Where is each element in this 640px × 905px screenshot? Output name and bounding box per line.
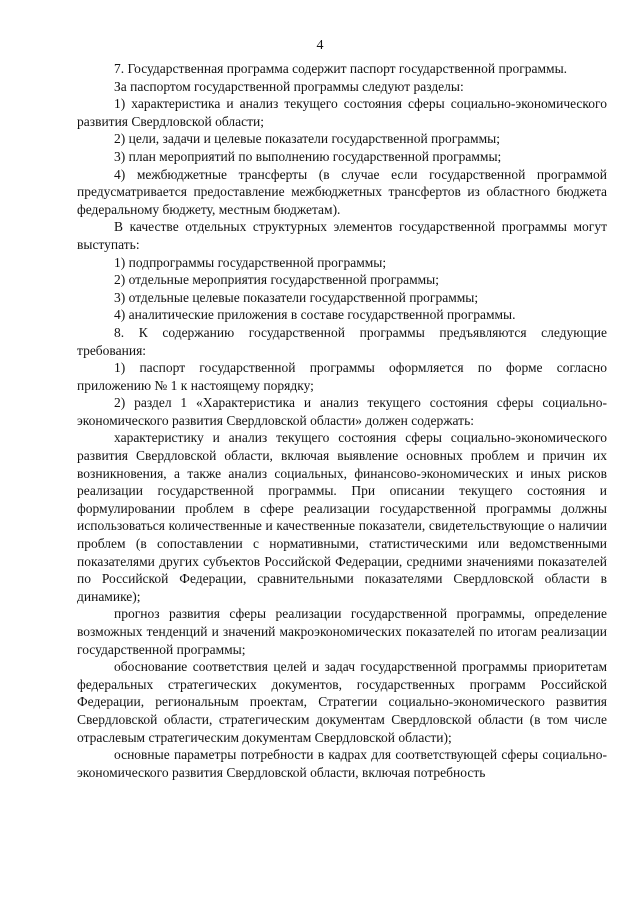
list-item-section-2: 2) цели, задачи и целевые показатели государственной программы; [114, 131, 500, 147]
list-item-element-4: 4) аналитические приложения в составе государственной программы. [114, 307, 516, 323]
list-item-element-3: 3) отдельные целевые показатели государственной программы; [114, 289, 479, 305]
paragraph-justification: обоснование соответствия целей и задач государственной программы приоритетам федеральных стратегических документов, государственных программ Российской Федерации, региональным проектам, Стратегии социально-экономического развития Свердловской области, стратегическим документам Свердловской области (в том числе отраслевым стратегическим документам Свердловской области); [77, 659, 607, 745]
paragraph-sections-intro: За паспортом государственной программы следуют разделы: [114, 78, 464, 94]
page-number: 4 [316, 38, 324, 53]
paragraph-forecast: прогноз развития сферы реализации государственной программы, определение возможных тенденций и значений макроэкономических показателей по итогам реализации государственной программы; [77, 606, 607, 657]
paragraph-item-8: 8. К содержанию государственной программы предъявляются следующие требования: [77, 324, 607, 358]
list-item-requirement-1: 1) паспорт государственной программы оформляется по форме согласно приложению № 1 к настоящему порядку; [77, 360, 607, 393]
paragraph-item-7: 7. Государственная программа содержит паспорт государственной программы. [114, 61, 568, 76]
list-item-section-3: 3) план мероприятий по выполнению государственной программы; [114, 148, 502, 164]
list-item-element-1: 1) подпрограммы государственной программы; [114, 254, 387, 270]
document-body [77, 60, 607, 781]
list-item-section-1: 1) характеристика и анализ текущего состояния сферы социально-экономического развития Свердловской области; [77, 96, 607, 129]
list-item-section-4: 4) межбюджетные трансферты (в случае если государственной программой предусматривается предоставление межбюджетных трансфертов из областного бюджета федеральному бюджету, местным бюджетам). [77, 166, 607, 217]
list-item-requirement-2: 2) раздел 1 «Характеристика и анализ текущего состояния сферы социально-экономического развития Свердловской области» должен содержать: [77, 395, 607, 428]
paragraph-structural-elements: В качестве отдельных структурных элементов государственной программы могут выступать: [77, 219, 607, 252]
list-item-element-2: 2) отдельные мероприятия государственной программы; [114, 272, 439, 288]
paragraph-staffing: основные параметры потребности в кадрах для соответствующей сферы социально-экономического развития Свердловской области, включая потребность [77, 747, 607, 780]
paragraph-characteristic: характеристику и анализ текущего состояния сферы социально-экономического развития Свердловской области, включая выявление основных проблем и причин их возникновения, а также анализ социальных, финансово-экономических и иных рисков реализации государственной программы. При описании текущего состояния и формулировании проблем в сфере реализации государственной программы должны использоваться количественные и качественные показатели, свидетельствующие о наличии проблем (в сопоставлении с нормативными, статистическими или ведомственными показателями других субъектов Российской Федерации, средними значениями показателей по Российской Федерации, сравнительными показателями Свердловской области в динамике); [77, 430, 607, 604]
